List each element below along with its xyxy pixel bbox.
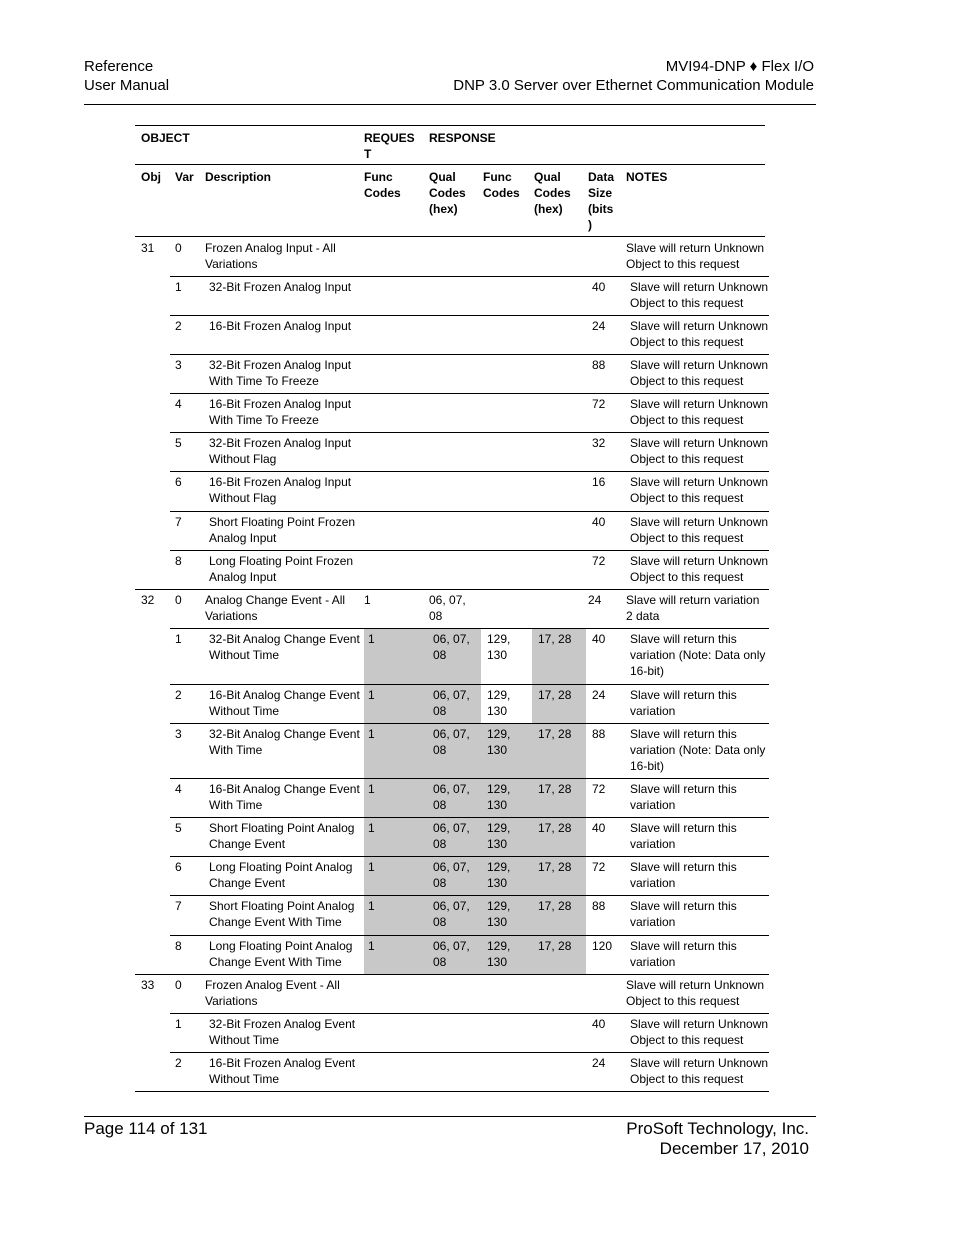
page-number: Page 114 of 131: [84, 1119, 208, 1138]
row-description: 32-Bit Frozen Analog Input With Time To Freeze: [209, 358, 352, 388]
row-description: Short Floating Point Frozen Analog Input: [209, 515, 356, 545]
row-resp-qual: 17, 28: [538, 688, 572, 702]
header-section: Reference: [84, 58, 154, 75]
row-description: Short Floating Point Analog Change Event: [209, 821, 355, 851]
row-req-func: 1: [368, 688, 375, 702]
row-data-size: 88: [592, 358, 606, 372]
row-resp-qual: 17, 28: [538, 939, 572, 953]
row-notes: Slave will return this variation: [630, 821, 737, 851]
row-notes: Slave will return Unknown Object to this request: [630, 554, 769, 584]
col-header-req-func: Func Codes: [364, 170, 401, 200]
row-var: 0: [175, 593, 182, 607]
table-top-rule: [135, 125, 765, 126]
row-notes: Slave will return Unknown Object to this request: [630, 280, 769, 310]
row-var: 7: [175, 515, 182, 529]
row-resp-func: 129, 130: [487, 821, 511, 851]
row-description: 16-Bit Analog Change Event With Time: [209, 782, 360, 812]
row-req-qual: 06, 07, 08: [433, 821, 470, 851]
row-resp-qual: 17, 28: [538, 782, 572, 796]
row-resp-qual: 17, 28: [538, 899, 572, 913]
row-description: 16-Bit Frozen Analog Input With Time To Freeze: [209, 397, 352, 427]
row-description: 16-Bit Analog Change Event Without Time: [209, 688, 360, 718]
row-data-size: 88: [592, 899, 606, 913]
row-var: 5: [175, 821, 182, 835]
row-data-size: 72: [592, 397, 606, 411]
row-notes: Slave will return this variation: [630, 688, 737, 718]
row-var: 1: [175, 1017, 182, 1031]
row-req-qual: 06, 07, 08: [433, 860, 470, 890]
table-header-bottom-rule: [135, 236, 765, 237]
header-doc-type: User Manual: [84, 77, 170, 94]
row-resp-qual: 17, 28: [538, 632, 572, 646]
row-resp-func: 129, 130: [487, 727, 511, 757]
row-divider: [170, 393, 769, 394]
row-description: Short Floating Point Analog Change Event With Time: [209, 899, 355, 929]
row-notes: Slave will return this variation (Note: Data only 16-bit): [630, 727, 766, 773]
col-header-notes: NOTES: [626, 170, 668, 184]
row-divider: [170, 550, 769, 551]
row-description: Analog Change Event - All Variations: [205, 593, 346, 623]
row-var: 2: [175, 319, 182, 333]
row-req-qual: 06, 07, 08: [433, 782, 470, 812]
row-var: 0: [175, 241, 182, 255]
row-var: 6: [175, 860, 182, 874]
row-description: 16-Bit Frozen Analog Input Without Flag: [209, 475, 352, 505]
row-notes: Slave will return this variation: [630, 899, 737, 929]
row-notes: Slave will return Unknown Object to this request: [630, 358, 769, 388]
row-req-func: 1: [364, 593, 371, 607]
row-data-size: 24: [592, 319, 606, 333]
footer-rule: [84, 1116, 816, 1117]
row-resp-qual: 17, 28: [538, 860, 572, 874]
row-notes: Slave will return this variation: [630, 860, 737, 890]
row-description: Long Floating Point Analog Change Event: [209, 860, 353, 890]
row-data-size: 72: [592, 860, 606, 874]
row-description: Frozen Analog Input - All Variations: [205, 241, 336, 271]
row-var: 8: [175, 554, 182, 568]
footer-company: ProSoft Technology, Inc.: [626, 1119, 809, 1138]
row-var: 3: [175, 727, 182, 741]
row-req-qual: 06, 07, 08: [429, 593, 466, 623]
row-divider: [170, 1052, 769, 1053]
col-header-resp-qual: Qual Codes (hex): [534, 170, 571, 216]
row-resp-func: 129, 130: [487, 632, 511, 662]
row-description: 32-Bit Analog Change Event With Time: [209, 727, 360, 757]
row-description: 16-Bit Frozen Analog Input: [209, 319, 352, 333]
row-notes: Slave will return Unknown Object to this request: [630, 1017, 769, 1047]
col-header-desc: Description: [205, 170, 272, 184]
row-var: 5: [175, 436, 182, 450]
row-data-size: 24: [588, 593, 602, 607]
row-var: 3: [175, 358, 182, 372]
col-group-response: RESPONSE: [429, 131, 496, 145]
col-group-object: OBJECT: [141, 131, 190, 145]
row-req-func: 1: [368, 727, 375, 741]
row-divider: [170, 471, 769, 472]
row-divider: [135, 1091, 769, 1092]
col-header-size: Data Size (bits ): [588, 170, 615, 232]
row-notes: Slave will return Unknown Object to this request: [626, 978, 765, 1008]
row-var: 6: [175, 475, 182, 489]
row-divider: [170, 315, 769, 316]
row-req-qual: 06, 07, 08: [433, 939, 470, 969]
row-var: 0: [175, 978, 182, 992]
table-header-divider: [135, 164, 765, 165]
row-notes: Slave will return Unknown Object to this request: [630, 1056, 769, 1086]
row-notes: Slave will return Unknown Object to this request: [630, 436, 769, 466]
footer-date: December 17, 2010: [659, 1139, 809, 1158]
row-notes: Slave will return variation 2 data: [626, 593, 760, 623]
row-var: 8: [175, 939, 182, 953]
row-resp-func: 129, 130: [487, 782, 511, 812]
row-divider: [170, 276, 769, 277]
row-data-size: 24: [592, 688, 606, 702]
row-req-qual: 06, 07, 08: [433, 632, 470, 662]
footer-right: [626, 1119, 809, 1159]
row-req-func: 1: [368, 632, 375, 646]
row-divider: [170, 354, 769, 355]
row-description: 32-Bit Frozen Analog Input Without Flag: [209, 436, 352, 466]
row-resp-qual: 17, 28: [538, 821, 572, 835]
row-description: Long Floating Point Frozen Analog Input: [209, 554, 354, 584]
row-data-size: 32: [592, 436, 606, 450]
row-var: 2: [175, 688, 182, 702]
row-notes: Slave will return this variation: [630, 939, 737, 969]
row-obj: 33: [141, 978, 155, 992]
col-group-request: REQUES T: [364, 131, 415, 161]
row-req-func: 1: [368, 939, 375, 953]
row-description: 16-Bit Frozen Analog Event Without Time: [209, 1056, 356, 1086]
row-data-size: 16: [592, 475, 606, 489]
row-resp-func: 129, 130: [487, 899, 511, 929]
row-notes: Slave will return this variation: [630, 782, 737, 812]
row-data-size: 120: [592, 939, 613, 953]
row-notes: Slave will return Unknown Object to this request: [630, 319, 769, 349]
row-notes: Slave will return Unknown Object to this request: [630, 397, 769, 427]
row-req-qual: 06, 07, 08: [433, 688, 470, 718]
row-description: 32-Bit Frozen Analog Input: [209, 280, 352, 294]
row-data-size: 24: [592, 1056, 606, 1070]
row-divider: [170, 432, 769, 433]
row-req-func: 1: [368, 860, 375, 874]
col-header-obj: Obj: [141, 170, 161, 184]
row-req-func: 1: [368, 899, 375, 913]
row-data-size: 40: [592, 632, 606, 646]
row-divider: [135, 974, 769, 975]
row-var: 4: [175, 782, 182, 796]
row-notes: Slave will return Unknown Object to this request: [630, 515, 769, 545]
row-resp-qual: 17, 28: [538, 727, 572, 741]
header-product: MVI94-DNP ♦ Flex I/O: [665, 58, 814, 75]
row-data-size: 88: [592, 727, 606, 741]
row-divider: [135, 589, 769, 590]
row-var: 1: [175, 632, 182, 646]
row-resp-func: 129, 130: [487, 860, 511, 890]
row-notes: Slave will return this variation (Note: Data only 16-bit): [630, 632, 766, 678]
row-req-func: 1: [368, 821, 375, 835]
row-var: 1: [175, 280, 182, 294]
row-obj: 32: [141, 593, 155, 607]
row-data-size: 40: [592, 515, 606, 529]
row-data-size: 40: [592, 821, 606, 835]
row-obj: 31: [141, 241, 155, 255]
row-description: Long Floating Point Analog Change Event With Time: [209, 939, 353, 969]
row-data-size: 40: [592, 1017, 606, 1031]
row-req-func: 1: [368, 782, 375, 796]
row-divider: [170, 1013, 769, 1014]
row-var: 2: [175, 1056, 182, 1070]
row-data-size: 72: [592, 782, 606, 796]
row-var: 7: [175, 899, 182, 913]
row-resp-func: 129, 130: [487, 688, 511, 718]
header-product-desc: DNP 3.0 Server over Ethernet Communication Module: [453, 77, 814, 94]
row-data-size: 72: [592, 554, 606, 568]
row-description: 32-Bit Analog Change Event Without Time: [209, 632, 360, 662]
row-divider: [170, 511, 769, 512]
col-header-resp-func: Func Codes: [483, 170, 520, 200]
row-var: 4: [175, 397, 182, 411]
row-description: 32-Bit Frozen Analog Event Without Time: [209, 1017, 356, 1047]
row-req-qual: 06, 07, 08: [433, 899, 470, 929]
row-description: Frozen Analog Event - All Variations: [205, 978, 340, 1008]
col-header-var: Var: [175, 170, 194, 184]
row-resp-func: 129, 130: [487, 939, 511, 969]
row-req-qual: 06, 07, 08: [433, 727, 470, 757]
row-data-size: 40: [592, 280, 606, 294]
col-header-req-qual: Qual Codes (hex): [429, 170, 466, 216]
row-notes: Slave will return Unknown Object to this request: [626, 241, 765, 271]
row-notes: Slave will return Unknown Object to this request: [630, 475, 769, 505]
